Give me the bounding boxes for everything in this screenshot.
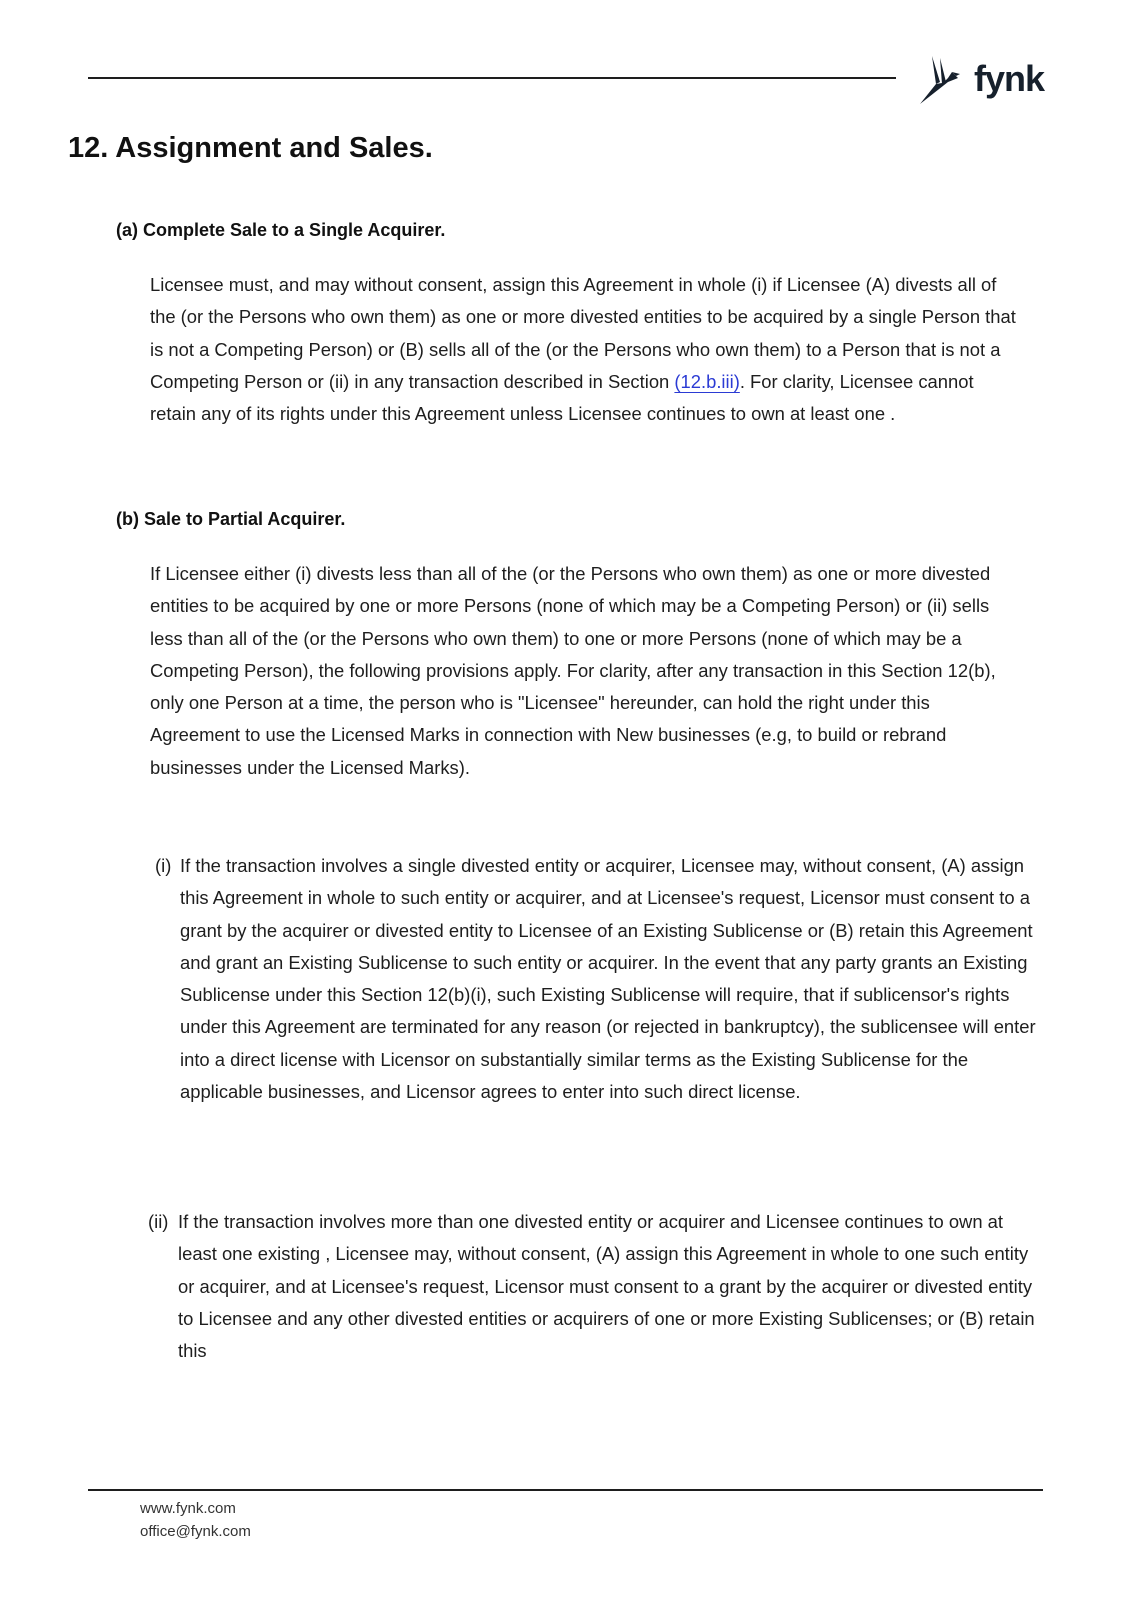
- subsection-title: Complete Sale to a Single Acquirer.: [143, 220, 446, 240]
- section-reference-link[interactable]: (12.b.iii): [674, 370, 740, 392]
- footer-divider: [88, 1489, 1043, 1491]
- body-text: Licensee must, and may without consent, assign this Agreement in whole (i) if Licensee (A) divests all of the (or the Persons who own them) as one or more divested entities to be acquired by a single Person that is not a Competing Person) or (B) sells all of the (or the Persons who own them) to a Person that is not a Competing Person or (ii) in any transaction described in Section: [150, 274, 1016, 392]
- subsection-a-body: [150, 269, 1020, 430]
- list-item-text: If the transaction involves more than one divested entity or acquirer and Licensee continues to own at least one existing , Licensee may, without consent, (A) assign this Agreement in whole to one such entity or acquirer, and at Licensee's request, Licensor must consent to a grant by the acquirer or divested entity to Licensee and any other divested entities or acquirers of one or more Existing Sublicenses; or (B) retain this: [178, 1211, 1035, 1362]
- page-title: 12. Assignment and Sales.: [68, 132, 433, 164]
- subsection-label: (a): [116, 220, 138, 240]
- subsection-a-heading: [116, 220, 445, 241]
- brand-name: fynk: [974, 58, 1045, 99]
- list-marker: (i): [155, 855, 172, 876]
- list-item-ii: [150, 1206, 1040, 1367]
- header-divider: [88, 77, 896, 79]
- body-text: . For clarity, Licensee cannot retain any of its rights under this Agreement unless Licensee continues to own at least one .: [150, 370, 974, 425]
- subsection-b-body: If Licensee either (i) divests less than all of the (or the Persons who own them) as one or more divested entities to be acquired by one or more Persons (none of which may be a Competing Person) or (ii) sells less than all of the (or the Persons who own them) to one or more Persons (none of which may be a Competing Person), the following provisions apply. For clarity, after any transaction in this Section 12(b), only one Person at a time, the person who is "Licensee" hereunder, can hold the right under this Agreement to use the Licensed Marks in connection with New businesses (e.g, to build or rebrand businesses under the Licensed Marks).: [150, 563, 996, 778]
- list-item-text: If the transaction involves a single divested entity or acquirer, Licensee may, without consent, (A) assign this Agreement in whole to such entity or acquirer, and at Licensee's request, Licensor must consent to a grant by the acquirer or divested entity to Licensee of an Existing Sublicense or (B) retain this Agreement and grant an Existing Sublicense to such entity or acquirer. In the event that any party grants an Existing Sublicense under this Section 12(b)(i), such Existing Sublicense will require, that if sublicensor's rights under this Agreement are terminated for any reason (or rejected in bankruptcy), the sublicensee will enter into a direct license with Licensor on substantially similar terms as the Existing Sublicense for the applicable businesses, and Licensor agrees to enter into such direct license.: [180, 855, 1036, 1103]
- bird-logo-icon: [918, 52, 966, 106]
- brand-logo: [918, 52, 1044, 106]
- subsection-b-heading: [116, 509, 345, 530]
- subsection-title: Sale to Partial Acquirer.: [144, 509, 346, 529]
- footer-email[interactable]: office@fynk.com: [140, 1523, 251, 1540]
- list-marker: (ii): [148, 1211, 169, 1232]
- subsection-label: (b): [116, 509, 139, 529]
- list-item-i: [150, 850, 1040, 1108]
- footer-website[interactable]: www.fynk.com: [140, 1500, 236, 1517]
